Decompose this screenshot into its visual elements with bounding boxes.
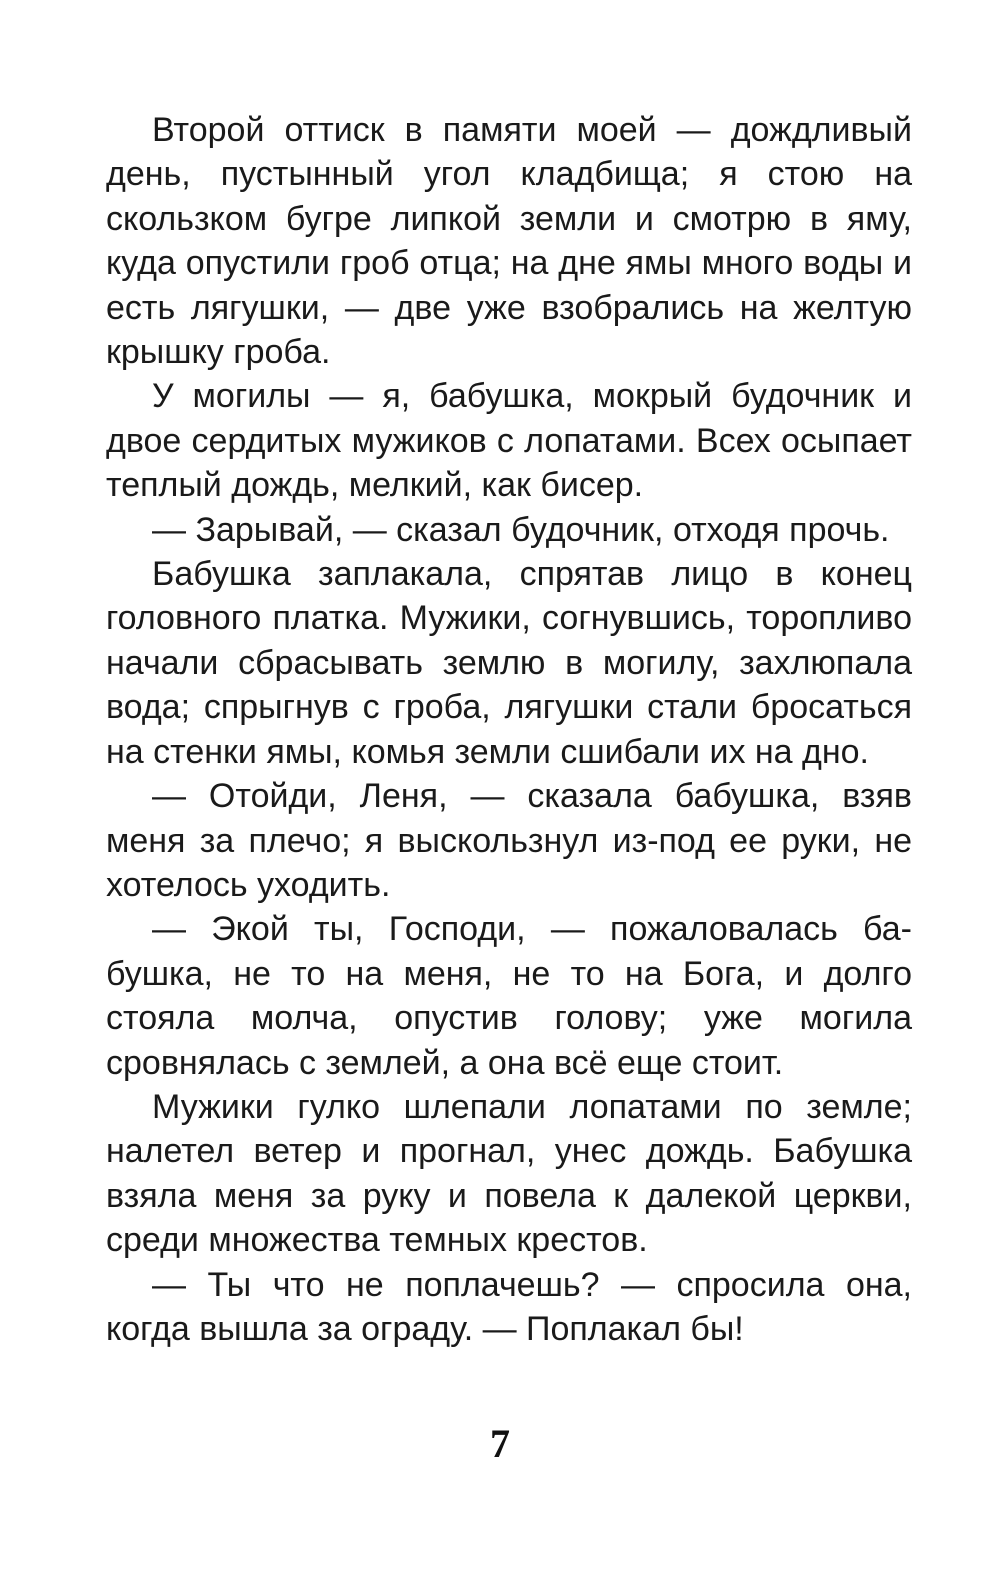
paragraph: Второй оттиск в памяти моей — дождливый день, пустынный угол кладбища; я стою на скользком бугре липкой земли и смотрю в яму, куда опустили гроб отца; на дне ямы много воды и есть лягушки, — две уже взобрались на желтую крышку гроба. <box>106 111 912 372</box>
paragraph: Бабушка заплакала, спрятав лицо в конец головного платка. Мужики, согнувшись, торопливо начали сбрасывать землю в могилу, захлюпала вода; спрыгнув с гроба, лягушки стали бросаться на стенки ямы, комья земли сшибали их на дно. <box>106 555 912 771</box>
page-text <box>106 108 912 1351</box>
paragraph: У могилы — я, бабушка, мокрый будочник и двое сердитых мужиков с лопатами. Всех осыпает теплый дождь, мелкий, как бисер. <box>106 377 912 505</box>
paragraph: — Зарывай, — сказал будочник, отходя прочь. <box>152 510 890 549</box>
page-number: 7 <box>490 1421 510 1466</box>
paragraph: — Отойди, Леня, — сказала бабушка, взяв меня за плечо; я выскользнул из-под ее руки, не хотелось уходить. <box>106 777 912 904</box>
paragraph: — Экой ты, Господи, — пожаловалась бабушка, не то на меня, не то на Бога, и долго стояла молча, опустив голову; уже могила сровнялась с землей, а она всё еще стоит. <box>106 910 912 1082</box>
paragraph: — Ты что не поплачешь? — спросила она, когда вышла за ограду. — Поплакал бы! <box>106 1265 912 1348</box>
paragraph: Мужики гулко шлепали лопатами по земле; налетел ветер и прогнал, унес дождь. Бабушка взяла меня за руку и повела к далекой церкви, среди множества темных крестов. <box>106 1087 912 1260</box>
